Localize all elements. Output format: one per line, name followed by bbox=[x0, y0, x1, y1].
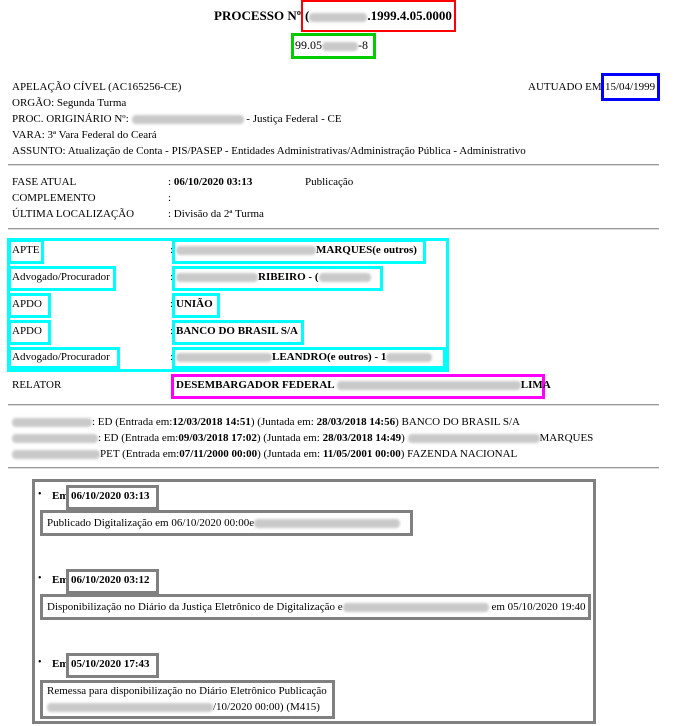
complemento-label: COMPLEMENTO bbox=[12, 192, 96, 204]
autuado-date: 15/04/1999 bbox=[605, 81, 656, 93]
apdo2-label: APDO bbox=[12, 325, 42, 337]
apte-value: MARQUES(e outros) bbox=[176, 244, 417, 256]
relator-label: RELATOR bbox=[12, 379, 62, 391]
apdo1-value: UNIÃO bbox=[176, 298, 213, 310]
assunto: ASSUNTO: Atualização de Conta - PIS/PASEP - Entidades Administrativas/Administração Pública - Administrativo bbox=[12, 145, 526, 157]
fase-value: : 06/10/2020 03:13 bbox=[168, 176, 253, 188]
apte-label: APTE bbox=[12, 244, 40, 256]
adv2-colon: : bbox=[170, 351, 174, 363]
adv2-label: Advogado/Procurador bbox=[12, 351, 110, 363]
apdo2-colon: : bbox=[170, 325, 174, 337]
peticao-row: : ED (Entrada em:09/03/2018 17:02) (Juntada em: 28/03/2018 14:49) MARQUES bbox=[12, 432, 593, 444]
bullet-icon: • bbox=[38, 657, 42, 668]
adv1-colon: : bbox=[170, 271, 174, 283]
orgao: ORGÃO: Segunda Turma bbox=[12, 97, 127, 109]
numero-antigo: 99.05 -8 bbox=[295, 38, 368, 52]
evento-em: Em bbox=[52, 490, 69, 502]
divider bbox=[8, 404, 659, 406]
evento-desc: Publicado Digitalização em 06/10/2020 00:00e bbox=[47, 517, 400, 529]
complemento-value: : bbox=[168, 192, 172, 204]
fase-desc: Publicação bbox=[305, 176, 354, 188]
evento-desc: Disponibilização no Diário da Justiça Eletrônico de Digitalização e em 05/10/2020 19:40 bbox=[47, 601, 586, 613]
adv1-value: RIBEIRO - ( bbox=[176, 271, 371, 283]
evento-desc: Remessa para disponibilização no Diário Eletrônico Publicação bbox=[47, 685, 327, 697]
relator-value: DESEMBARGADOR FEDERAL LIMA bbox=[176, 379, 551, 391]
evento-desc-line2: /10/2020 00:00) (M415) bbox=[47, 701, 320, 713]
relator-colon: : bbox=[170, 379, 174, 391]
evento-em: Em bbox=[52, 574, 69, 586]
bullet-icon: • bbox=[38, 489, 42, 500]
apdo2-value: BANCO DO BRASIL S/A bbox=[176, 325, 298, 337]
ultima-localizacao-value: : Divisão da 2ª Turma bbox=[168, 208, 264, 220]
autuado-label: AUTUADO EM bbox=[528, 81, 602, 93]
divider bbox=[8, 164, 659, 166]
apdo1-label: APDO bbox=[12, 298, 42, 310]
processo-title-prefix: PROCESSO Nº bbox=[214, 8, 302, 23]
adv2-value: LEANDRO(e outros) - 1 bbox=[176, 351, 432, 363]
adv1-label: Advogado/Procurador bbox=[12, 271, 110, 283]
processo-number: ( .1999.4.05.0000 bbox=[305, 8, 452, 23]
evento-datetime: 05/10/2020 17:43 bbox=[71, 658, 150, 670]
vara: VARA: 3ª Vara Federal do Ceará bbox=[12, 129, 157, 141]
peticao-row: : ED (Entrada em:12/03/2018 14:51) (Juntada em: 28/03/2018 14:56) BANCO DO BRASIL S/A bbox=[12, 416, 520, 428]
fase-label: FASE ATUAL bbox=[12, 176, 77, 188]
apdo1-colon: : bbox=[170, 298, 174, 310]
classe-processual: APELAÇÃO CÍVEL (AC165256-CE) bbox=[12, 81, 182, 93]
peticao-row: PET (Entrada em:07/11/2000 00:00) (Juntada em: 11/05/2001 00:00) FAZENDA NACIONAL bbox=[12, 448, 517, 460]
divider bbox=[8, 467, 659, 469]
evento-datetime: 06/10/2020 03:13 bbox=[71, 490, 150, 502]
apte-colon: : bbox=[170, 244, 174, 256]
evento-datetime: 06/10/2020 03:12 bbox=[71, 574, 150, 586]
divider bbox=[8, 228, 659, 230]
bullet-icon: • bbox=[38, 573, 42, 584]
evento-em: Em bbox=[52, 658, 69, 670]
ultima-localizacao-label: ÚLTIMA LOCALIZAÇÃO bbox=[12, 208, 135, 220]
proc-originario: PROC. ORIGINÁRIO Nº: - Justiça Federal - CE bbox=[12, 113, 342, 125]
